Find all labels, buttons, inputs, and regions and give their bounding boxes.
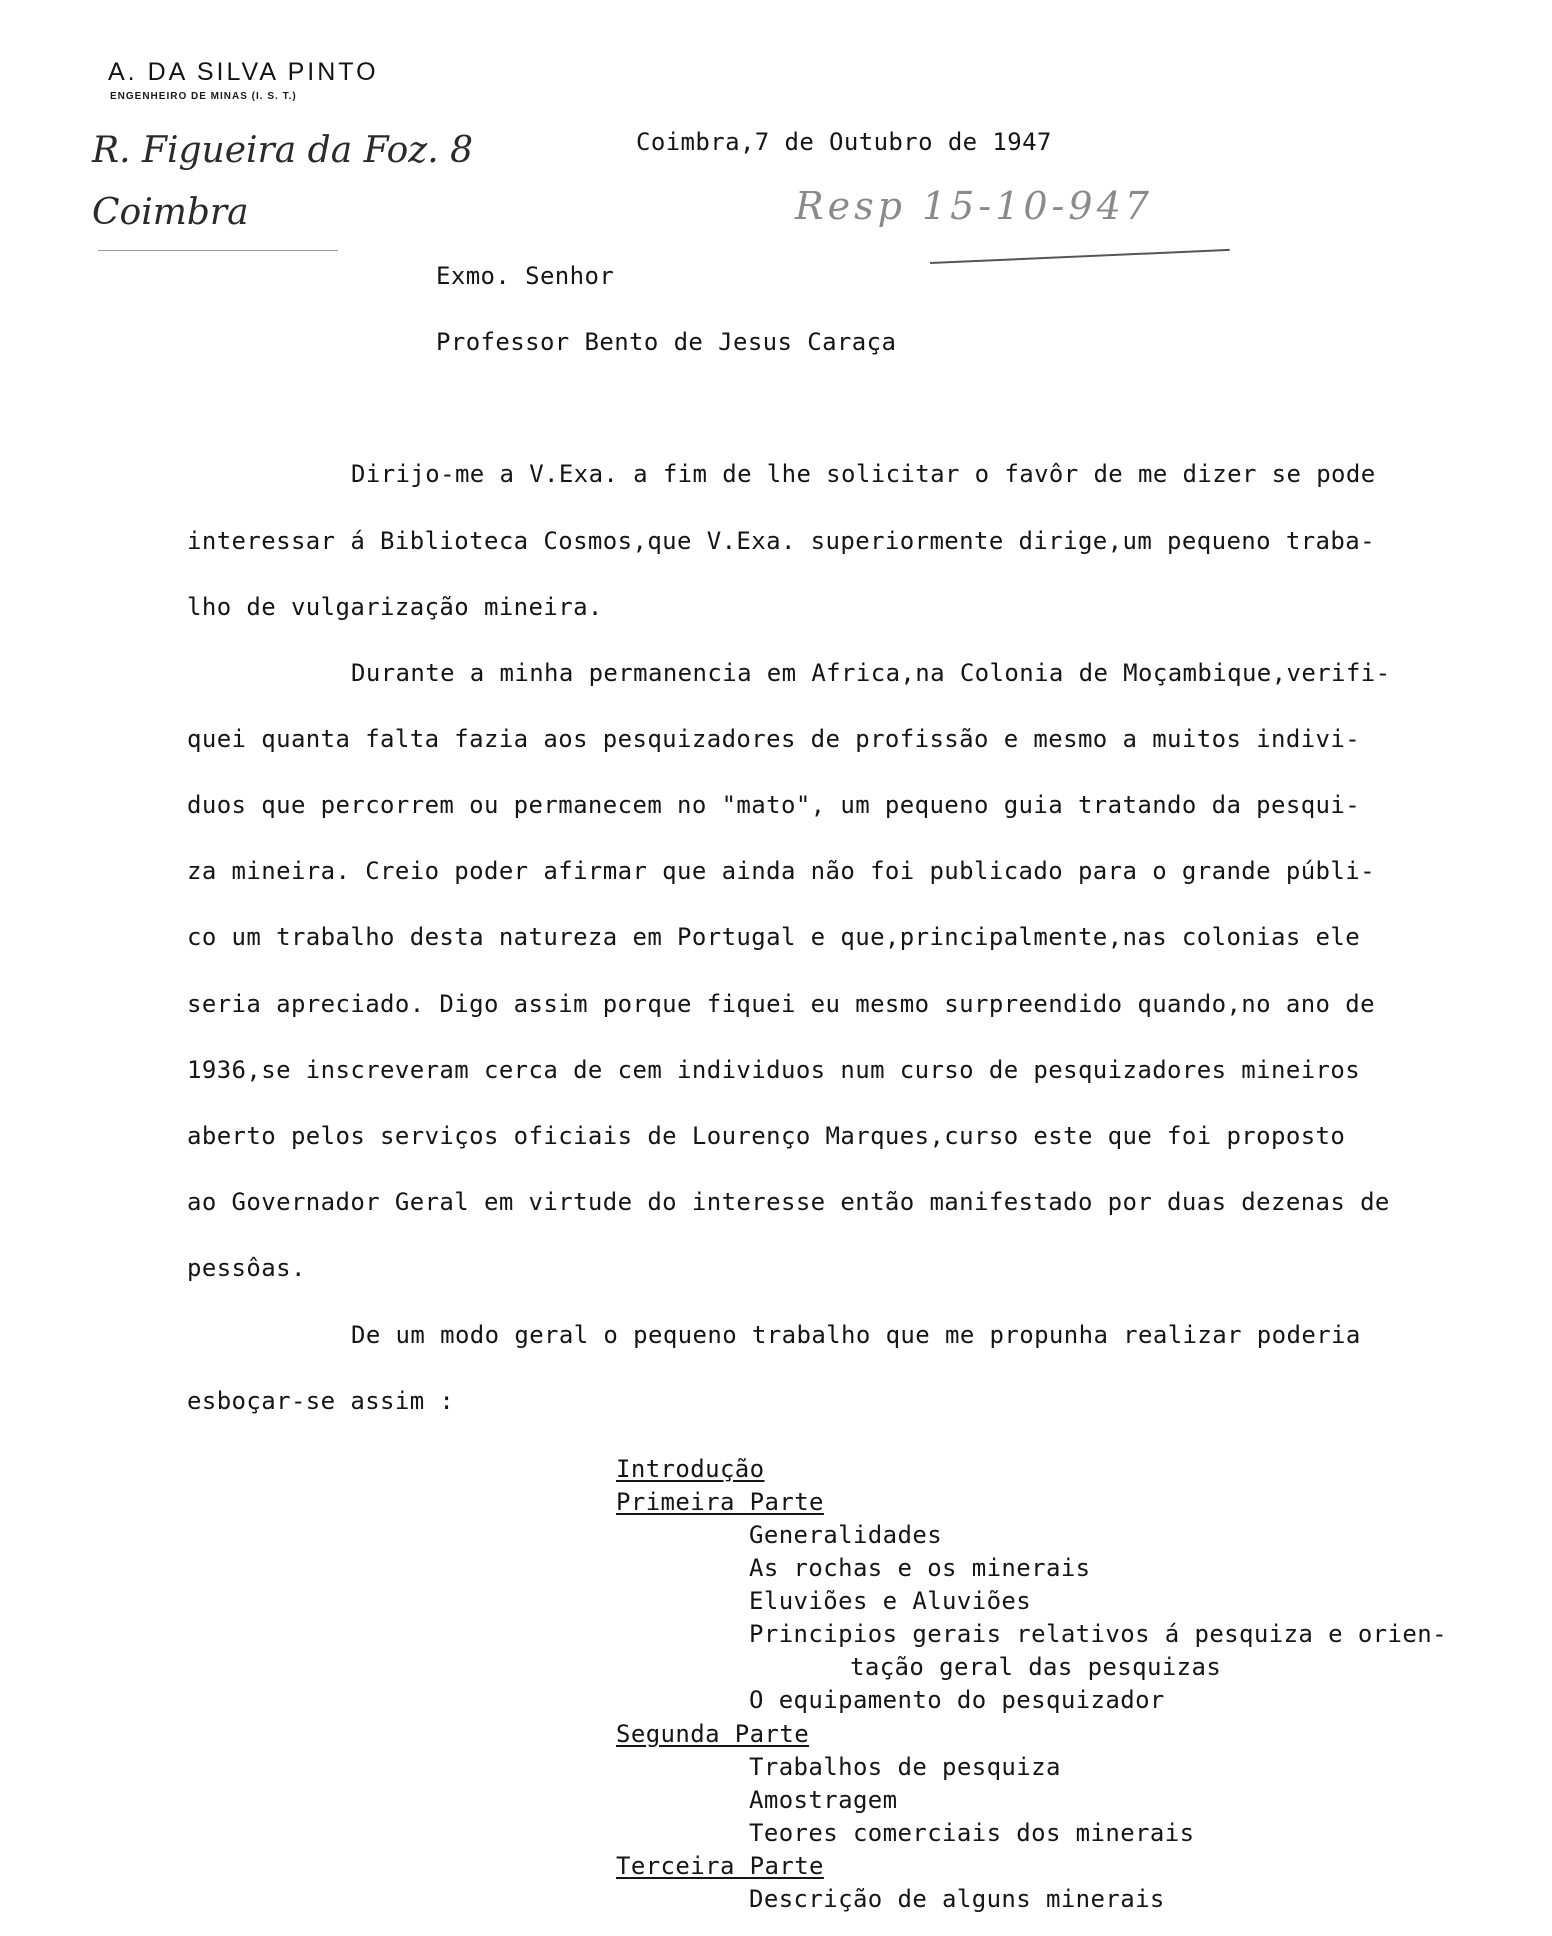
body-line: co um trabalho desta natureza em Portugal e que,principalmente,nas colonias ele xyxy=(187,923,1361,951)
date-line: Coimbra,7 de Outubro de 1947 xyxy=(636,128,1052,156)
body-line: seria apreciado. Digo assim porque fiquei eu mesmo surpreendido quando,no ano de xyxy=(187,990,1375,1018)
outline-item: O equipamento do pesquizador xyxy=(749,1686,1165,1714)
handwritten-address-line-2: Coimbra xyxy=(92,192,249,233)
outline-item: As rochas e os minerais xyxy=(749,1554,1091,1582)
outline-primeira-parte-heading: Primeira Parte xyxy=(616,1488,824,1516)
body-line: lho de vulgarização mineira. xyxy=(187,593,603,621)
body-line: duos que percorrem ou permanecem no "mato", um pequeno guia tratando da pesqui- xyxy=(187,791,1361,819)
body-line: Durante a minha permanencia em Africa,na Colonia de Moçambique,verifi- xyxy=(351,659,1391,687)
salutation-line-2: Professor Bento de Jesus Caraça xyxy=(436,328,897,356)
outline-item-continuation: tação geral das pesquizas xyxy=(850,1653,1222,1681)
outline-segunda-parte-heading: Segunda Parte xyxy=(616,1720,810,1748)
body-line: De um modo geral o pequeno trabalho que me propunha realizar poderia xyxy=(351,1321,1361,1349)
outline-item: Trabalhos de pesquiza xyxy=(749,1753,1061,1781)
body-line: esboçar-se assim : xyxy=(187,1387,455,1415)
body-line: ao Governador Geral em virtude do interesse então manifestado por duas dezenas de xyxy=(187,1188,1390,1216)
body-line: Dirijo-me a V.Exa. a fim de lhe solicitar o favôr de me dizer se pode xyxy=(351,460,1376,488)
handwritten-address-line-1: R. Figueira da Foz. 8 xyxy=(92,130,474,171)
salutation-line-1: Exmo. Senhor xyxy=(436,262,615,290)
body-line: interessar á Biblioteca Cosmos,que V.Exa. superiormente dirige,um pequeno traba- xyxy=(187,527,1375,555)
address-underline xyxy=(98,250,338,251)
outline-introducao: Introdução xyxy=(616,1455,765,1483)
outline-item: Principios gerais relativos á pesquiza e orien- xyxy=(749,1620,1447,1648)
body-line: quei quanta falta fazia aos pesquizadores de profissão e mesmo a muitos indivi- xyxy=(187,725,1361,753)
outline-item: Eluviões e Aluviões xyxy=(749,1587,1032,1615)
body-line: pessôas. xyxy=(187,1254,306,1282)
outline-item: Generalidades xyxy=(749,1521,943,1549)
body-line: aberto pelos serviços oficiais de Lourenço Marques,curso este que foi proposto xyxy=(187,1122,1346,1150)
letterhead-name: A. DA SILVA PINTO xyxy=(108,58,379,86)
body-line: za mineira. Creio poder afirmar que ainda não foi publicado para o grande públi- xyxy=(187,857,1375,885)
letterhead-title: ENGENHEIRO DE MINAS (I. S. T.) xyxy=(110,91,297,102)
body-line: 1936,se inscreveram cerca de cem individuos num curso de pesquizadores mineiros xyxy=(187,1056,1361,1084)
outline-item: Teores comerciais dos minerais xyxy=(749,1819,1195,1847)
received-note-underline xyxy=(930,249,1230,264)
outline-item: Descrição de alguns minerais xyxy=(749,1885,1165,1913)
handwritten-received-note: Resp 15-10-947 xyxy=(795,184,1153,228)
outline-item: Amostragem xyxy=(749,1786,898,1814)
outline-terceira-parte-heading: Terceira Parte xyxy=(616,1852,824,1880)
